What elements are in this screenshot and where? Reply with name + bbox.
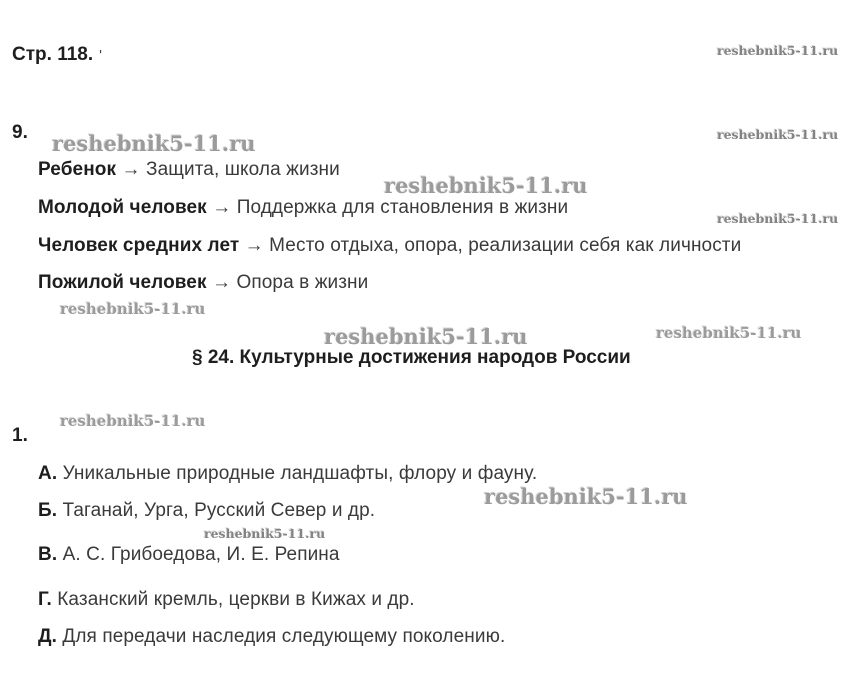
answer-item: [38, 626, 505, 648]
task-9-item: [38, 197, 568, 219]
answer-text: Таганай, Урга, Русский Север и др.: [62, 500, 376, 521]
page-label-text: Стр. 118.: [12, 44, 94, 65]
arrow-icon: →: [121, 159, 141, 180]
arrow-icon: →: [244, 235, 264, 256]
answer-letter: А.: [38, 463, 58, 484]
answer-letter: В.: [38, 544, 58, 565]
task-9-item: [38, 235, 741, 257]
answer-item: [38, 463, 537, 485]
watermark: reshebnik5-11.ru: [484, 484, 688, 509]
task-9-number: 9.: [12, 122, 28, 143]
answer-item: [38, 544, 340, 566]
item-term: Пожилой человек: [38, 272, 207, 293]
answer-item: [38, 589, 415, 611]
answer-text: Казанский кремль, церкви в Кижах и др.: [57, 589, 415, 610]
watermark: reshebnik5-11.ru: [717, 127, 839, 142]
watermark: reshebnik5-11.ru: [717, 211, 839, 226]
answer-text: Уникальные природные ландшафты, флору и фауну.: [62, 463, 538, 484]
item-text: Защита, школа жизни: [146, 159, 340, 180]
section-heading: § 24. Культурные достижения народов России: [192, 347, 631, 368]
answer-letter: Г.: [38, 589, 52, 610]
answer-letter: Д.: [38, 626, 58, 647]
arrow-icon: →: [211, 272, 232, 293]
task-9-item: [38, 159, 340, 181]
item-term: Человек средних лет: [38, 235, 240, 256]
arrow-icon: →: [212, 197, 232, 218]
task-9-item: [38, 272, 368, 294]
page-label-mark: ': [99, 47, 102, 64]
watermark: reshebnik5-11.ru: [384, 173, 588, 198]
item-text: Опора в жизни: [236, 272, 369, 293]
watermark: reshebnik5-11.ru: [52, 131, 256, 156]
item-term: Ребенок: [38, 159, 117, 180]
watermark: reshebnik5-11.ru: [60, 300, 206, 318]
answer-text: А. С. Грибоедова, И. Е. Репина: [62, 544, 340, 565]
watermark: reshebnik5-11.ru: [60, 412, 206, 430]
watermark: reshebnik5-11.ru: [656, 324, 802, 342]
item-term: Молодой человек: [38, 197, 207, 218]
item-text: Поддержка для становления в жизни: [236, 197, 569, 218]
page-label: [12, 44, 102, 66]
watermark: reshebnik5-11.ru: [204, 526, 326, 541]
watermark: reshebnik5-11.ru: [324, 324, 528, 349]
watermark: reshebnik5-11.ru: [717, 43, 839, 58]
answer-item: [38, 500, 375, 522]
item-text: Место отдыха, опора, реализации себя как личности: [269, 235, 742, 256]
answer-text: Для передачи наследия следующему поколению.: [62, 626, 506, 647]
task-1-number: 1.: [12, 425, 28, 446]
answer-letter: Б.: [38, 500, 58, 521]
